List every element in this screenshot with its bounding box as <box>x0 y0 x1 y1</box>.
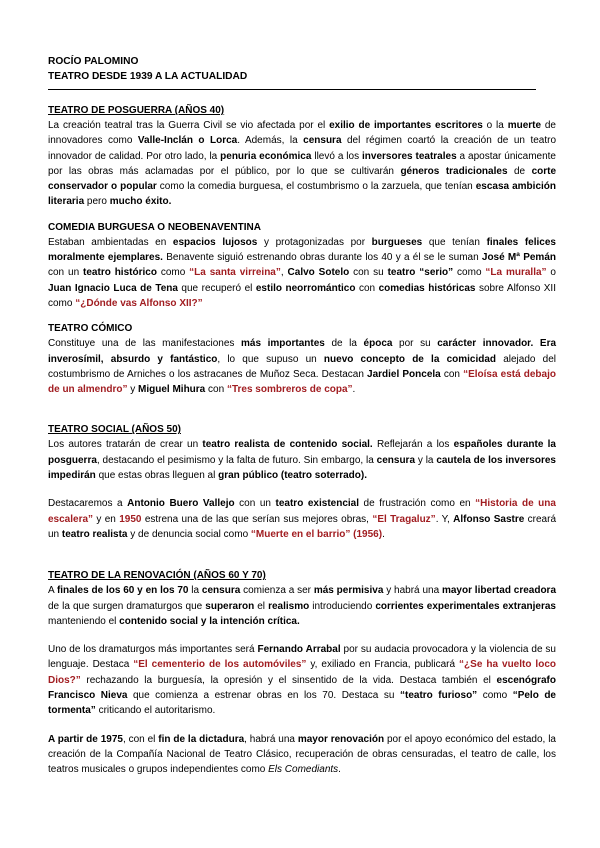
paragraph <box>48 583 556 629</box>
section-comedia-burguesa <box>48 221 556 311</box>
section-heading: TEATRO DE LA RENOVACIÓN (AÑOS 60 Y 70) <box>48 570 266 582</box>
text-run: y en <box>93 513 120 525</box>
section-posguerra <box>48 104 556 210</box>
document-page <box>48 54 556 778</box>
emphasis-text: finales de los 60 y en los 70 <box>56 585 189 597</box>
text-run <box>533 338 540 349</box>
header-divider <box>48 89 536 90</box>
text-run: estrena una de las que serían sus mejores obras, <box>141 513 373 525</box>
text-run: . <box>352 384 356 396</box>
section-heading: TEATRO DE POSGUERRA (AÑOS 40) <box>48 105 225 116</box>
emphasis-text: “Pelo de tormenta” <box>48 690 556 717</box>
emphasis-text: teatro existencial <box>275 498 359 510</box>
work-title: “La santa virreina” <box>189 267 281 279</box>
emphasis-text: muerte <box>507 120 542 131</box>
text-run: con su <box>349 267 388 279</box>
emphasis-text: Antonio Buero Vallejo <box>127 498 235 510</box>
text-run: Estaban ambientadas en <box>48 236 173 248</box>
emphasis-text: géneros tradicionales <box>400 165 508 177</box>
text-run: como la comedia burguesa, el costumbrismo o la zarzuela, que tenían <box>156 181 476 193</box>
emphasis-text: más importantes <box>241 338 325 350</box>
emphasis-text: Calvo Sotelo <box>287 267 350 279</box>
emphasis-text: estilo neorromántico <box>255 282 356 294</box>
emphasis-text: burgueses <box>371 236 423 248</box>
emphasis-text: Jardiel Poncela <box>367 368 441 380</box>
emphasis-text: contenido social y la intención crítica. <box>119 615 300 627</box>
text-run: a apostar únicamente por las obras más aclamadas por el público, por lo que se cultivarán <box>48 150 556 177</box>
emphasis-text: teatro realista <box>61 528 128 540</box>
emphasis-text: corte conservador o popular <box>48 165 557 193</box>
text-run: comienza a ser <box>240 585 314 597</box>
text-run: alejado del costumbrismo de Arniches o los astracanes de Muñoz Seca. Destacan <box>48 353 556 380</box>
text-run: criticando el autoritarismo. <box>95 705 216 717</box>
work-title: 1950 <box>119 513 142 525</box>
text-run: y <box>127 384 139 396</box>
emphasis-text: Era inverosímil, absurdo y fantástico <box>48 338 557 365</box>
italic-text: Els Comediants <box>268 764 339 776</box>
work-title: “El Tragaluz” <box>372 513 436 525</box>
emphasis-text: espacios lujosos <box>172 236 258 248</box>
work-title: “Eloísa está debajo de un almendro” <box>48 368 556 396</box>
paragraph <box>48 118 556 210</box>
paragraph <box>48 732 556 778</box>
emphasis-text: superaron <box>205 600 255 612</box>
text-run: con <box>205 384 227 396</box>
emphasis-text: Alfonso Sastre <box>453 513 525 525</box>
text-run: como <box>156 267 190 279</box>
text-run: de la <box>324 338 364 350</box>
paragraph <box>48 235 556 311</box>
text-run: La creación teatral tras la Guerra Civil se vio afectada por el <box>48 120 330 131</box>
text-run: . Y, <box>435 513 454 525</box>
emphasis-text: Miguel Mihura <box>138 384 206 396</box>
text-run: . Además, la <box>237 135 304 147</box>
text-run: , <box>280 267 288 279</box>
text-run: del régimen coartó la creación de un teatro innovador de calidad. Por otro lado, la <box>48 135 557 162</box>
text-run: y de denuncia social como <box>127 528 251 540</box>
section-heading: COMEDIA BURGUESA O NEOBENAVENTINA <box>48 221 261 233</box>
text-run: con un <box>48 267 84 279</box>
text-run: con <box>355 282 379 294</box>
text-run: sobre Alfonso XII como <box>48 282 556 309</box>
emphasis-text: censura <box>303 135 342 147</box>
work-title: “¿Dónde vas Alfonso XII?” <box>75 297 203 309</box>
emphasis-text: gran público (teatro soterrado). <box>218 470 368 482</box>
emphasis-text: corrientes experimentales extranjeras <box>375 600 556 612</box>
emphasis-text: Juan Ignacio Luca de Tena <box>48 282 178 294</box>
paragraph <box>48 437 556 483</box>
emphasis-text: exilio de importantes escritores <box>329 120 483 131</box>
text-run: Constituye una de las manifestaciones <box>48 338 242 350</box>
emphasis-text: cautela de los inversores impedirán <box>48 454 556 482</box>
emphasis-text: teatro realista de contenido social. <box>202 439 373 451</box>
emphasis-text: españoles durante la posguerra <box>48 439 556 466</box>
text-run: introduciendo <box>309 600 376 612</box>
text-run: y protagonizadas por <box>257 236 372 248</box>
text-run: Destacaremos a <box>48 498 128 510</box>
text-run: de <box>507 165 532 177</box>
text-run: creará un <box>48 513 557 540</box>
text-run: de innovadores como <box>48 120 556 147</box>
text-run: llevó a los <box>311 150 362 162</box>
text-run: , habrá una <box>244 733 298 745</box>
document-title: TEATRO DESDE 1939 A LA ACTUALIDAD <box>48 71 248 82</box>
emphasis-text: A partir de 1975 <box>48 733 123 745</box>
text-run: por el apoyo económico del estado, la creación de la Compañía Nacional de Teatro Clásico, recuperación de obras censuradas, el teatro de calle, los teatros musicales o grupos independientes como <box>48 733 556 776</box>
emphasis-text: Fernando Arrabal <box>257 644 341 656</box>
section-heading: TEATRO SOCIAL (AÑOS 50) <box>48 424 181 436</box>
text-run: , con el <box>122 733 159 745</box>
emphasis-text: mucho éxito. <box>109 196 172 208</box>
text-run: que estas obras lleguen al <box>95 470 219 482</box>
text-run: que comienza a estrenar obras en los 70. Destaca su <box>127 690 400 702</box>
section-teatro-comico <box>48 322 556 397</box>
emphasis-text: fin de la dictadura <box>158 733 245 745</box>
emphasis-text: época <box>363 338 393 350</box>
text-run: Uno de los dramaturgos más importantes será <box>48 644 258 656</box>
section-heading: TEATRO CÓMICO <box>48 323 133 335</box>
author-name: ROCÍO PALOMINO <box>48 56 139 67</box>
work-title: “Muerte en el barrio” (1956) <box>250 528 383 540</box>
text-run: pero <box>84 196 110 208</box>
emphasis-text: comedias históricas <box>378 282 476 294</box>
emphasis-text: mayor libertad creadora <box>441 585 557 597</box>
emphasis-text: teatro histórico <box>83 267 157 279</box>
section-teatro-social <box>48 423 556 542</box>
text-run: Los autores tratarán de crear un <box>48 439 203 451</box>
text-run: manteniendo el <box>48 615 120 627</box>
text-run: o <box>546 267 556 279</box>
emphasis-text: carácter innovador. <box>437 338 534 350</box>
emphasis-text: inversores teatrales <box>362 150 457 162</box>
paragraph <box>48 336 556 397</box>
emphasis-text: “teatro furioso” <box>399 690 478 702</box>
emphasis-text: Valle-Inclán o Lorca <box>137 135 238 147</box>
work-title: “La muralla” <box>485 267 547 279</box>
work-title: “Tres sombreros de copa” <box>226 384 353 396</box>
emphasis-text: teatro “serio” <box>387 267 454 279</box>
emphasis-text: censura <box>201 585 241 597</box>
emphasis-text: escasa ambición literaria <box>48 181 556 208</box>
text-run: de la que surgen dramaturgos que <box>48 600 206 612</box>
text-run: de frustración como en <box>359 498 476 510</box>
text-run: y, exiliado en Francia, publicará <box>306 659 460 671</box>
text-run: y la <box>415 454 437 466</box>
paragraph <box>48 642 556 718</box>
work-title: “El cementerio de los automóviles” <box>133 659 307 671</box>
text-run: , destacando el pesimismo y la falta de futuro. Sin embargo, la <box>96 454 377 466</box>
text-run: como <box>477 690 513 702</box>
paragraph <box>48 496 556 542</box>
emphasis-text: realismo <box>268 600 310 612</box>
text-run: con <box>440 368 464 380</box>
text-run: que recuperó el <box>177 282 256 294</box>
work-title: “Historia de una escalera” <box>48 498 556 525</box>
text-run: A <box>48 585 57 597</box>
emphasis-text: censura <box>376 454 416 466</box>
text-run: como <box>453 267 486 279</box>
emphasis-text: mayor renovación <box>297 733 385 745</box>
emphasis-text: penuria económica <box>220 150 312 162</box>
text-run: . <box>338 764 341 776</box>
text-run: que tenían <box>422 236 487 248</box>
text-run: por su <box>392 338 438 350</box>
text-run: rechazando la burguesía, la opresión y el sinsentido de la vida. Destaca también el <box>80 674 497 686</box>
text-run: con un <box>234 498 276 510</box>
text-run: la <box>188 585 202 597</box>
emphasis-text: escenógrafo Francisco Nieva <box>48 674 556 702</box>
section-renovacion <box>48 569 556 777</box>
text-run: Benavente siguió estrenando obras durante los 40 y a él se le suman <box>162 252 482 264</box>
text-run: , lo que supuso un <box>217 353 324 365</box>
text-run: Reflejarán a los <box>372 439 454 451</box>
text-run: o la <box>482 120 508 131</box>
emphasis-text: finales felices moralmente ejemplares. <box>48 236 556 264</box>
emphasis-text: nuevo concepto de la comicidad <box>323 353 497 365</box>
text-run: y habrá una <box>383 585 442 597</box>
text-run: . <box>382 528 385 540</box>
emphasis-text: más permisiva <box>313 585 384 597</box>
text-run: por su audacia provocadora y la violencia de su lenguaje. Destaca <box>48 644 556 671</box>
text-run: el <box>254 600 269 612</box>
work-title: “¿Se ha vuelto loco Dios?” <box>48 659 556 686</box>
emphasis-text: José Mª Pemán <box>481 252 556 264</box>
